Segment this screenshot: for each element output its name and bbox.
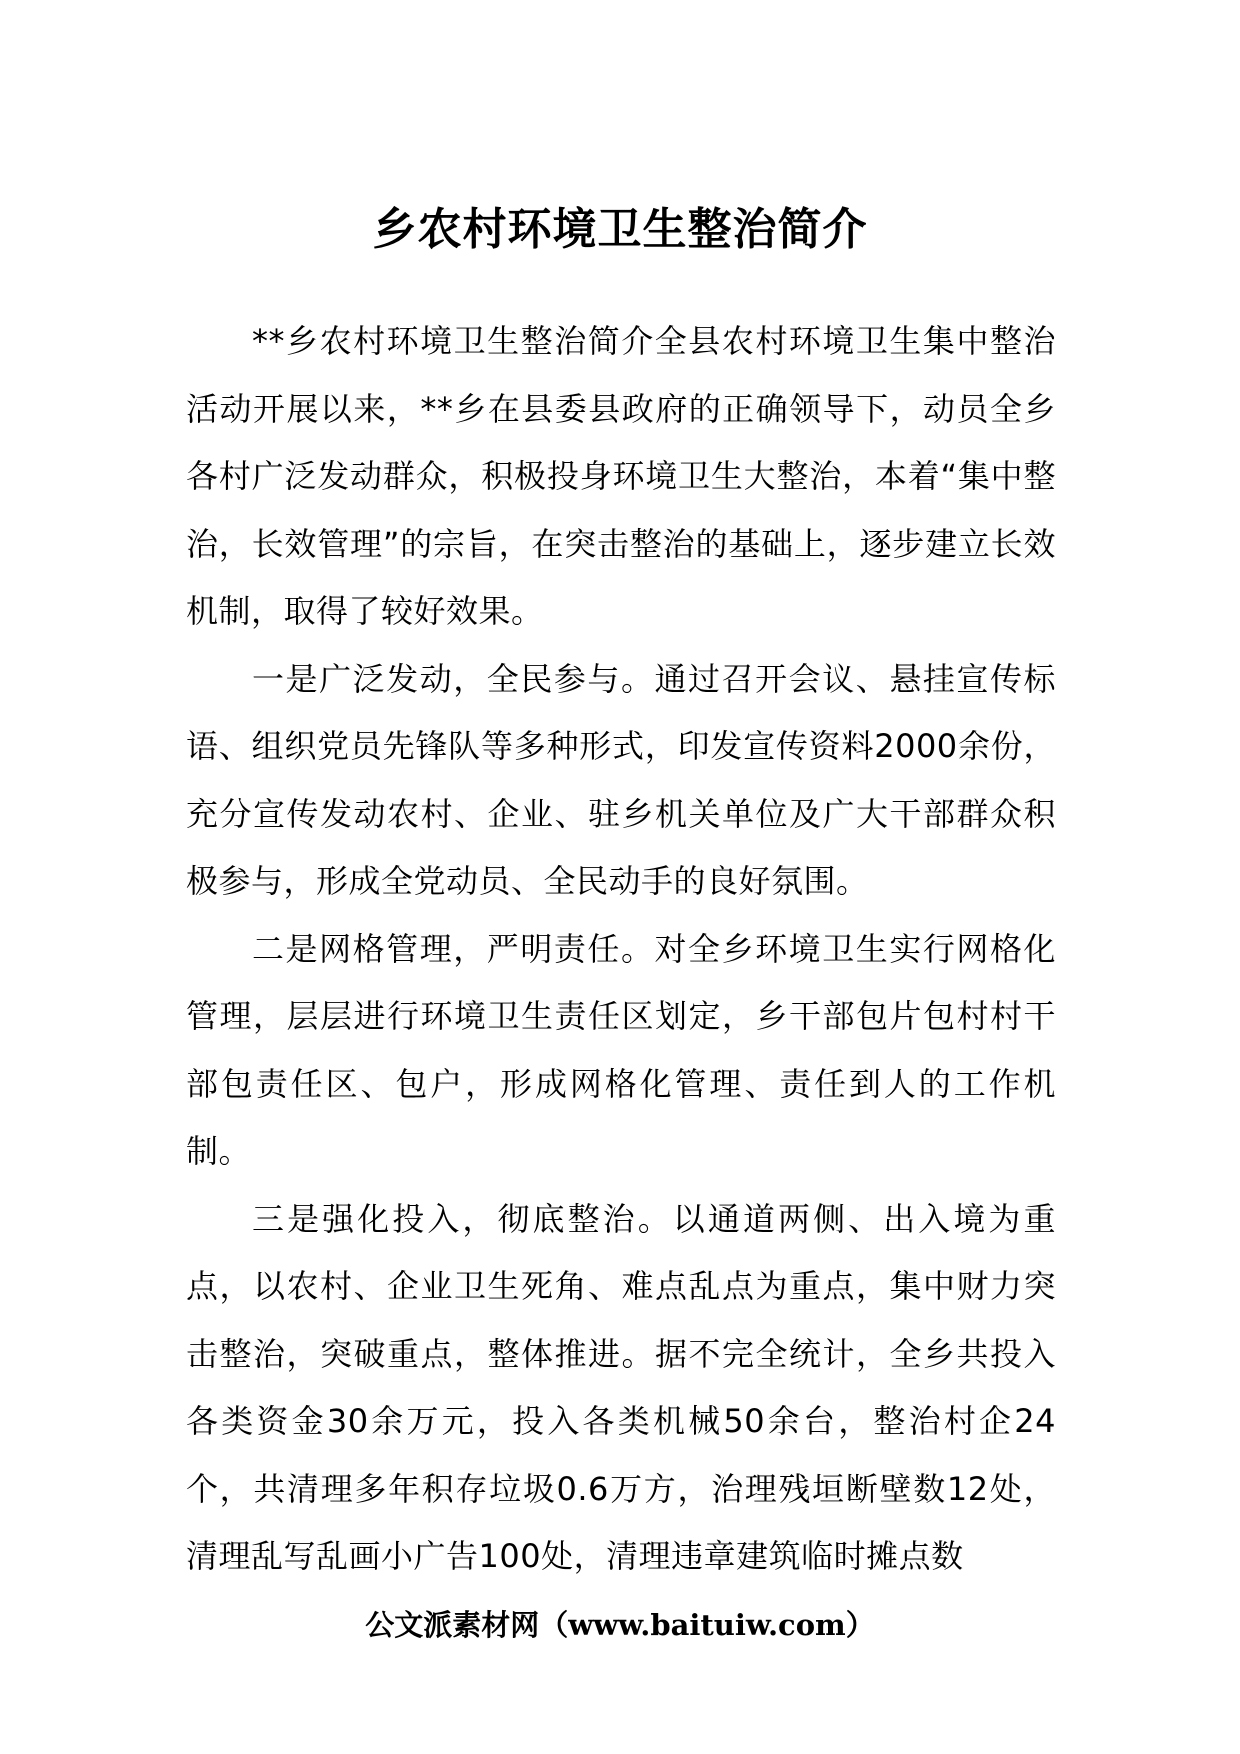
page-footer-source: 公文派素材网（www.baituiw.com） xyxy=(365,1608,875,1642)
document-title: 乡农村环境卫生整治简介 xyxy=(372,204,868,255)
paragraph-point-3: 三是强化投入，彻底整治。以通道两侧、出入境为重点，以农村、企业卫生死角、难点乱点为重点，集中财力突击整治，突破重点，整体推进。据不完全统计，全乡共投入各类资金30余万元，投入各类机械50余台，整治村企24个，共清理多年积存垃圾0.6万方，治理残垣断壁数12处，清理乱写乱画小广告100处，清理违章建筑临时摊点数 xyxy=(186,1199,1056,1575)
paragraph-point-2: 二是网格管理，严明责任。对全乡环境卫生实行网格化管理，层层进行环境卫生责任区划定，乡干部包片包村村干部包责任区、包户，形成网格化管理、责任到人的工作机制。 xyxy=(186,929,1056,1170)
document-body xyxy=(186,308,1056,1591)
paragraph-intro: **乡农村环境卫生整治简介全县农村环境卫生集中整治活动开展以来，**乡在县委县政府的正确领导下，动员全乡各村广泛发动群众，积极投身环境卫生大整治，本着“集中整治，长效管理”的宗旨，在突击整治的基础上，逐步建立长效机制，取得了较好效果。 xyxy=(186,322,1056,630)
paragraph-point-1: 一是广泛发动，全民参与。通过召开会议、悬挂宣传标语、组织党员先锋队等多种形式，印发宣传资料2000余份，充分宣传发动农村、企业、驻乡机关单位及广大干部群众积极参与，形成全党动员、全民动手的良好氛围。 xyxy=(186,659,1056,900)
